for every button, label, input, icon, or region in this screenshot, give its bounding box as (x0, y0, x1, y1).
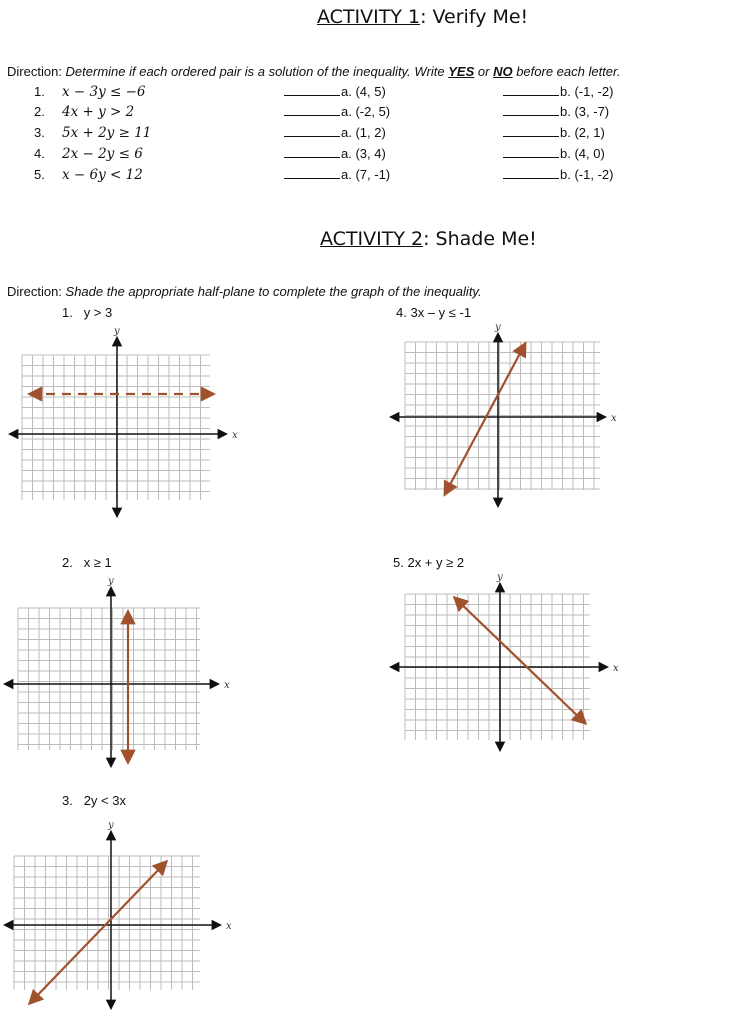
y-axis-label: y (108, 576, 114, 587)
item-number: 1. (34, 84, 45, 99)
item-1-number (34, 84, 45, 99)
answer-blank-b[interactable] (503, 125, 559, 137)
graph-problem-4 (385, 322, 630, 520)
option-a: a. (1, 2) (341, 125, 386, 140)
item-number: 4. (34, 146, 45, 161)
activity1-direction: Direction: Determine if each ordered pair is a solution of the inequality. Write YES or NO before each letter. (7, 64, 621, 79)
graph-problem-2 (0, 576, 245, 770)
graph-problem-3 (0, 820, 245, 1012)
item-inequality: x − 6y < 12 (62, 167, 143, 183)
graph-problem-1 (0, 326, 245, 520)
item-2-option-b (503, 104, 609, 119)
item-1-inequality (62, 84, 146, 100)
option-b: b. (4, 0) (560, 146, 605, 161)
item-5-option-b (503, 167, 613, 182)
activity2-title: ACTIVITY 2: Shade Me! (320, 228, 537, 250)
item-number: 3. (34, 125, 45, 140)
item-3-inequality (62, 125, 151, 141)
item-inequality: 2x − 2y ≤ 6 (62, 146, 143, 162)
item-inequality: 5x + 2y ≥ 11 (62, 125, 152, 141)
item-2-number (34, 104, 45, 119)
item-1-option-b (503, 84, 613, 99)
problem-4-label: 4. 3x – y ≤ -1 (396, 305, 472, 320)
item-2-option-a (284, 104, 390, 119)
item-inequality: 4x + y > 2 (62, 104, 135, 120)
answer-blank-a[interactable] (284, 84, 340, 96)
answer-blank-a[interactable] (284, 146, 340, 158)
activity1-title: ACTIVITY 1: Verify Me! (317, 6, 529, 28)
y-axis-label: y (114, 326, 120, 337)
y-axis-label: y (108, 820, 114, 831)
item-3-option-b (503, 125, 605, 140)
item-number: 5. (34, 167, 45, 182)
option-a: a. (-2, 5) (341, 104, 391, 119)
answer-blank-b[interactable] (503, 104, 559, 116)
problem-3-label: 3. 2y < 3x (62, 793, 126, 808)
x-axis-label: x (224, 680, 230, 691)
problem-1-label: 1. y > 3 (62, 305, 113, 320)
item-5-inequality (62, 167, 143, 183)
item-4-number (34, 146, 45, 161)
answer-blank-b[interactable] (503, 84, 559, 96)
item-number: 2. (34, 104, 45, 119)
option-b: b. (3, -7) (560, 104, 610, 119)
option-a: a. (4, 5) (341, 84, 386, 99)
item-4-option-b (503, 146, 605, 161)
problem-2-label: 2. x ≥ 1 (62, 555, 112, 570)
item-1-option-a (284, 84, 386, 99)
answer-blank-a[interactable] (284, 104, 340, 116)
option-a: a. (3, 4) (341, 146, 386, 161)
x-axis-label: x (611, 413, 617, 424)
item-4-option-a (284, 146, 386, 161)
answer-blank-b[interactable] (503, 146, 559, 158)
item-2-inequality (62, 104, 134, 120)
item-inequality: x − 3y ≤ −6 (62, 84, 146, 100)
item-5-option-a (284, 167, 390, 182)
item-3-option-a (284, 125, 386, 140)
y-axis-label: y (495, 322, 501, 333)
x-axis-label: x (613, 663, 619, 674)
item-4-inequality (62, 146, 143, 162)
option-a: a. (7, -1) (341, 167, 391, 182)
option-b: b. (-1, -2) (560, 167, 614, 182)
problem-5-label: 5. 2x + y ≥ 2 (393, 555, 465, 570)
option-b: b. (2, 1) (560, 125, 605, 140)
answer-blank-a[interactable] (284, 167, 340, 179)
answer-blank-a[interactable] (284, 125, 340, 137)
y-axis-label: y (497, 572, 503, 583)
item-3-number (34, 125, 45, 140)
option-b: b. (-1, -2) (560, 84, 614, 99)
activity2-direction: Direction: Shade the appropriate half-plane to complete the graph of the inequality. (7, 284, 482, 299)
graph-problem-5 (385, 572, 630, 770)
x-axis-label: x (226, 921, 232, 932)
x-axis-label: x (232, 430, 238, 441)
item-5-number (34, 167, 45, 182)
answer-blank-b[interactable] (503, 167, 559, 179)
